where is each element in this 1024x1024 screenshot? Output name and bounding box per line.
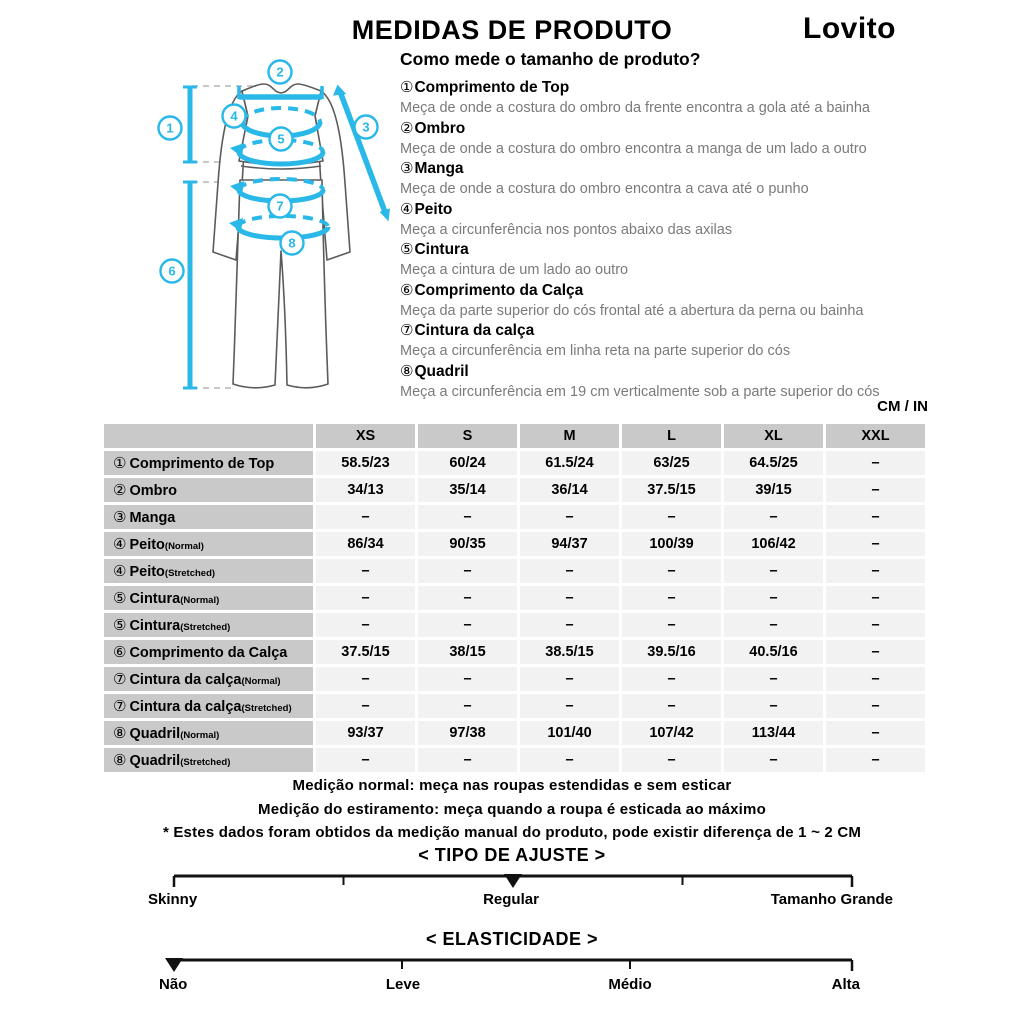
row-measure-mode: (Stretched): [180, 757, 231, 768]
row-number-badge: ⑤: [113, 617, 127, 634]
instruction-heading: [400, 321, 945, 341]
row-label: [104, 613, 313, 637]
row-number-badge: ④: [113, 563, 127, 580]
row-number-badge: ⑧: [113, 725, 127, 742]
size-cell: 64.5/25: [724, 451, 823, 475]
size-cell: –: [520, 586, 619, 610]
fit-label-regular: Regular: [483, 891, 539, 908]
size-cell: –: [724, 667, 823, 691]
instruction-description: Meça de onde a costura do ombro encontra a manga de um lado a outro: [400, 140, 867, 157]
diagram-annotation-4: 4: [230, 108, 238, 124]
instruction-name: Cintura da calça: [414, 322, 535, 339]
subtitle: Como mede o tamanho de produto?: [400, 49, 701, 69]
size-cell: 100/39: [622, 532, 721, 556]
row-number-badge: ③: [113, 509, 127, 526]
fit-label-skinny: Skinny: [148, 891, 198, 908]
size-table: [101, 421, 928, 775]
instruction-name: Quadril: [414, 362, 469, 380]
row-number-badge: ④: [113, 536, 127, 553]
diagram-annotation-1: 1: [166, 120, 174, 136]
size-cell: –: [316, 694, 415, 718]
diagram-annotation-8: 8: [288, 235, 296, 251]
row-label: [104, 667, 313, 691]
table-row: [104, 505, 925, 529]
instruction-item: [400, 119, 945, 160]
instruction-item: [400, 362, 945, 403]
size-cell: –: [622, 748, 721, 772]
size-cell: 38/15: [418, 640, 517, 664]
size-cell: –: [316, 748, 415, 772]
size-cell: 39/15: [724, 478, 823, 502]
size-cell: –: [316, 613, 415, 637]
size-cell: –: [826, 748, 925, 772]
row-measure-name: Cintura: [129, 618, 181, 634]
instruction-description: Meça a circunferência em 19 cm verticalmente sob a parte superior do cós: [400, 383, 880, 400]
instruction-item: [400, 159, 945, 200]
instruction-item: [400, 78, 945, 119]
row-label: [104, 559, 313, 583]
row-measure-name: Ombro: [129, 483, 177, 499]
size-cell: –: [724, 613, 823, 637]
row-number-badge: ⑧: [113, 752, 127, 769]
diagram-annotation-7: 7: [276, 198, 284, 214]
size-cell: –: [520, 667, 619, 691]
size-column-header: M: [520, 424, 619, 448]
size-cell: –: [418, 586, 517, 610]
fit-scale-line: [140, 872, 900, 892]
instruction-name: Peito: [414, 200, 453, 218]
diagram-annotation-2: 2: [276, 64, 284, 80]
size-cell: 97/38: [418, 721, 517, 745]
row-measure-name: Comprimento da Calça: [129, 645, 288, 661]
size-cell: –: [622, 613, 721, 637]
row-label: [104, 586, 313, 610]
row-measure-mode: (Stretched): [164, 568, 216, 579]
size-cell: –: [520, 559, 619, 583]
size-cell: 113/44: [724, 721, 823, 745]
diagram-annotation-3: 3: [362, 119, 370, 135]
row-number-badge: ⑥: [113, 644, 127, 661]
instruction-name: Cintura: [414, 241, 469, 258]
diagram-annotation-5: 5: [277, 131, 285, 147]
size-table-header: [104, 424, 925, 448]
units-label: CM / IN: [877, 398, 928, 415]
size-cell: 90/35: [418, 532, 517, 556]
elasticity-marker: [165, 958, 183, 972]
instruction-heading: [400, 119, 945, 139]
size-cell: –: [724, 694, 823, 718]
row-measure-mode: (Normal): [180, 595, 220, 606]
row-label: [104, 748, 313, 772]
instructions-list: [400, 78, 945, 402]
size-cell: –: [826, 478, 925, 502]
size-cell: –: [826, 721, 925, 745]
note-normal: Medição normal: meça nas roupas estendidas e sem esticar: [292, 777, 732, 794]
elasticity-scale-title: < ELASTICIDADE >: [425, 929, 599, 949]
instruction-number-badge: ⑦: [400, 322, 414, 339]
size-cell: 106/42: [724, 532, 823, 556]
table-row: [104, 586, 925, 610]
row-measure-name: Cintura da calça: [129, 699, 242, 715]
row-label: [104, 694, 313, 718]
row-measure-mode: (Normal): [180, 730, 220, 741]
size-cell: –: [418, 748, 517, 772]
table-row: [104, 640, 925, 664]
size-cell: –: [826, 586, 925, 610]
instruction-number-badge: ⑥: [400, 281, 414, 299]
row-label: [104, 721, 313, 745]
size-table-header-row: [104, 424, 925, 448]
instruction-heading: [400, 200, 945, 220]
table-row: [104, 721, 925, 745]
size-column-header: S: [418, 424, 517, 448]
instruction-description: Meça de onde a costura do ombro encontra a cava até o punho: [400, 181, 809, 197]
size-cell: –: [826, 694, 925, 718]
instruction-number-badge: ①: [400, 79, 414, 96]
size-cell: 60/24: [418, 451, 517, 475]
note-stretched: Medição do estiramento: meça quando a roupa é esticada ao máximo: [258, 800, 766, 818]
row-label: [104, 640, 313, 664]
instruction-description: Meça da parte superior do cós frontal até a abertura da perna ou bainha: [400, 302, 864, 319]
size-cell: 38.5/15: [520, 640, 619, 664]
size-cell: –: [520, 613, 619, 637]
row-label: [104, 451, 313, 475]
size-cell: –: [724, 586, 823, 610]
size-cell: –: [724, 559, 823, 583]
row-measure-name: Peito: [129, 537, 165, 553]
size-cell: –: [520, 694, 619, 718]
row-number-badge: ⑦: [113, 671, 127, 688]
size-cell: 101/40: [520, 721, 619, 745]
measurement-notes: [0, 774, 1024, 845]
size-cell: –: [826, 640, 925, 664]
size-cell: –: [622, 505, 721, 529]
size-table-body: [104, 451, 925, 772]
size-cell: 107/42: [622, 721, 721, 745]
row-number-badge: ⑤: [113, 590, 127, 607]
size-cell: 37.5/15: [622, 478, 721, 502]
size-cell: –: [826, 667, 925, 691]
size-cell: –: [418, 559, 517, 583]
size-cell: –: [826, 532, 925, 556]
size-cell: 40.5/16: [724, 640, 823, 664]
size-cell: –: [622, 586, 721, 610]
size-cell: –: [520, 505, 619, 529]
size-cell: 58.5/23: [316, 451, 415, 475]
table-row: [104, 667, 925, 691]
size-cell: –: [418, 505, 517, 529]
instruction-heading: [400, 159, 945, 179]
instruction-name: Comprimento da Calça: [414, 281, 584, 299]
size-cell: –: [826, 613, 925, 637]
row-number-badge: ⑦: [113, 698, 127, 715]
row-measure-name: Comprimento de Top: [129, 456, 275, 472]
instruction-number-badge: ③: [400, 160, 414, 177]
instruction-heading: [400, 281, 945, 301]
size-cell: –: [418, 667, 517, 691]
size-cell: –: [316, 505, 415, 529]
instruction-item: [400, 240, 945, 281]
instruction-name: Ombro: [414, 119, 466, 137]
table-row: [104, 748, 925, 772]
size-cell: –: [724, 505, 823, 529]
size-cell: 86/34: [316, 532, 415, 556]
size-cell: 37.5/15: [316, 640, 415, 664]
size-cell: 61.5/24: [520, 451, 619, 475]
size-cell: –: [316, 586, 415, 610]
row-measure-name: Cintura da calça: [129, 672, 242, 688]
size-cell: 36/14: [520, 478, 619, 502]
size-cell: –: [826, 559, 925, 583]
table-row: [104, 559, 925, 583]
row-number-badge: ②: [113, 482, 127, 499]
table-row: [104, 532, 925, 556]
instruction-number-badge: ⑧: [400, 362, 414, 380]
size-column-header: XL: [724, 424, 823, 448]
corner-cell: [104, 424, 313, 448]
fit-scale-title: < TIPO DE AJUSTE >: [418, 845, 606, 865]
instruction-item: [400, 281, 945, 322]
size-cell: 35/14: [418, 478, 517, 502]
size-cell: –: [520, 748, 619, 772]
size-cell: 63/25: [622, 451, 721, 475]
instruction-number-badge: ⑤: [400, 241, 414, 258]
row-measure-name: Manga: [129, 510, 176, 526]
row-measure-name: Peito: [129, 564, 165, 580]
size-cell: 34/13: [316, 478, 415, 502]
elasticity-label-nao: Não: [159, 976, 188, 993]
elasticity-scale-line: [140, 956, 900, 976]
instruction-item: [400, 321, 945, 362]
row-measure-name: Quadril: [129, 726, 181, 742]
instruction-description: Meça de onde a costura do ombro da frente encontra a gola até a bainha: [400, 100, 870, 116]
table-row: [104, 451, 925, 475]
instruction-heading: [400, 78, 945, 98]
row-measure-mode: (Stretched): [241, 703, 292, 714]
instruction-number-badge: ②: [400, 119, 414, 137]
garment-measurement-diagram: [135, 55, 405, 415]
row-label: [104, 532, 313, 556]
size-cell: –: [724, 748, 823, 772]
instruction-heading: [400, 240, 945, 260]
row-measure-name: Quadril: [129, 753, 181, 769]
size-column-header: XS: [316, 424, 415, 448]
instruction-description: Meça a circunferência nos pontos abaixo das axilas: [400, 221, 733, 238]
table-row: [104, 613, 925, 637]
instruction-heading: [400, 362, 945, 382]
instruction-item: [400, 200, 945, 241]
table-row: [104, 694, 925, 718]
table-row: [104, 478, 925, 502]
note-disclaimer: * Estes dados foram obtidos da medição manual do produto, pode existir diferença de 1 ~ 2 CM: [162, 824, 862, 841]
size-cell: 93/37: [316, 721, 415, 745]
size-cell: –: [418, 613, 517, 637]
brand-logo: Lovito: [803, 12, 896, 45]
size-cell: –: [622, 667, 721, 691]
size-cell: –: [316, 667, 415, 691]
instruction-name: Comprimento de Top: [414, 79, 570, 96]
size-cell: 39.5/16: [622, 640, 721, 664]
size-cell: 94/37: [520, 532, 619, 556]
elasticity-label-leve: Leve: [385, 976, 421, 993]
row-measure-mode: (Normal): [241, 676, 281, 687]
size-cell: –: [826, 451, 925, 475]
row-measure-name: Cintura: [129, 591, 181, 607]
size-cell: –: [622, 694, 721, 718]
row-number-badge: ①: [113, 455, 127, 472]
instruction-description: Meça a cintura de um lado ao outro: [400, 262, 629, 278]
fit-label-tamanho-grande: Tamanho Grande: [770, 891, 893, 908]
instruction-number-badge: ④: [400, 200, 414, 218]
diagram-annotation-6: 6: [168, 263, 176, 279]
row-label: [104, 478, 313, 502]
size-cell: –: [316, 559, 415, 583]
row-measure-mode: (Stretched): [180, 622, 231, 633]
size-cell: –: [622, 559, 721, 583]
size-cell: –: [826, 505, 925, 529]
fit-marker: [504, 874, 522, 888]
row-label: [104, 505, 313, 529]
size-cell: –: [418, 694, 517, 718]
row-measure-mode: (Normal): [164, 541, 204, 552]
page-title: MEDIDAS DE PRODUTO: [351, 15, 673, 45]
size-column-header: XXL: [826, 424, 925, 448]
instruction-description: Meça a circunferência em linha reta na parte superior do cós: [400, 343, 791, 359]
instruction-name: Manga: [414, 160, 464, 177]
size-column-header: L: [622, 424, 721, 448]
elasticity-label-alta: Alta: [831, 976, 860, 993]
elasticity-label-medio: Médio: [608, 976, 652, 993]
